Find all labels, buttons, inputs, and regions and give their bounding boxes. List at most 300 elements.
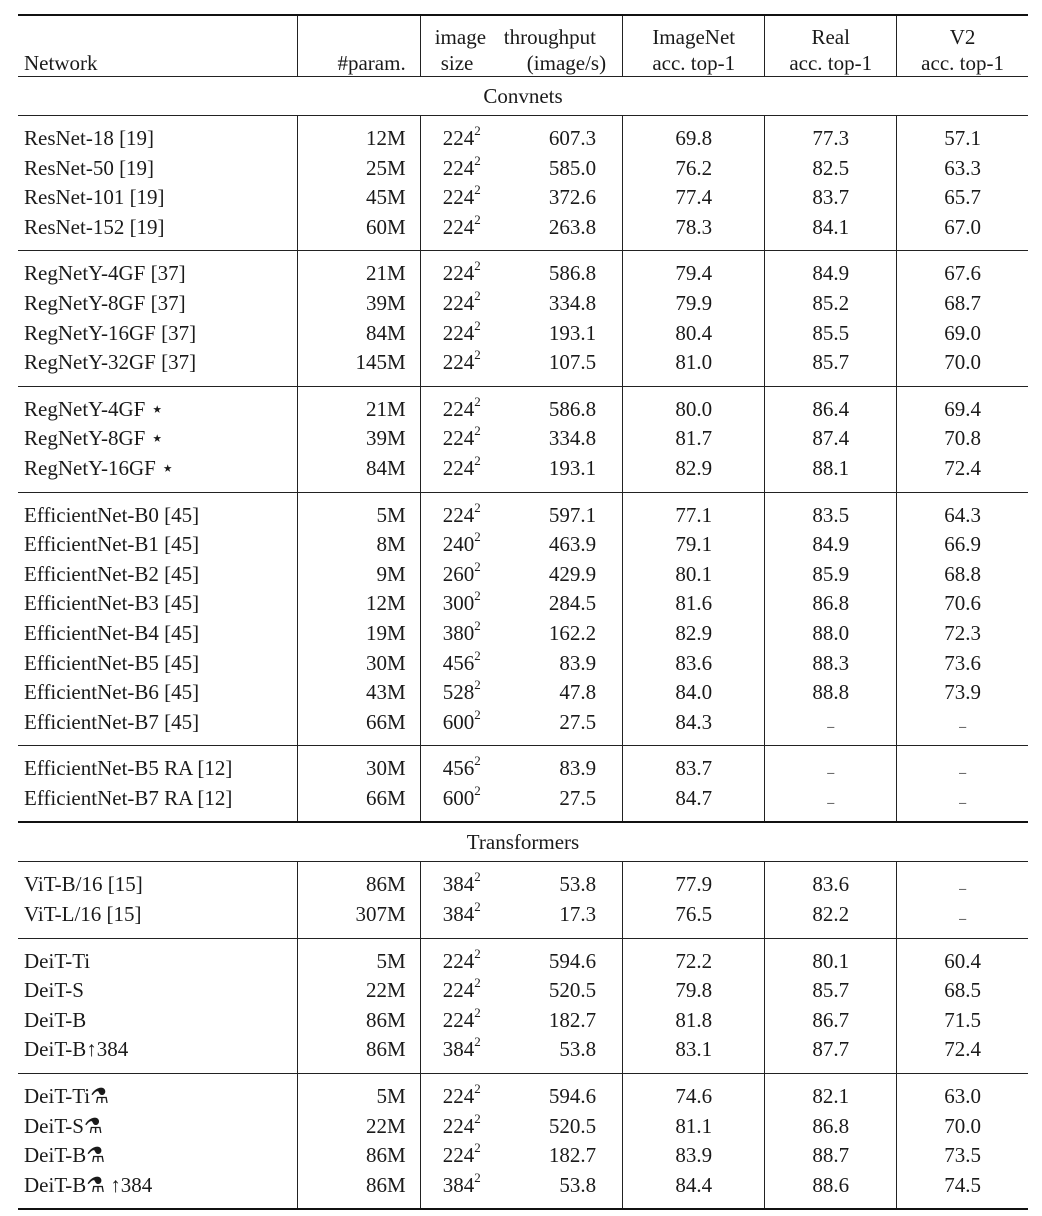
gap-cell	[420, 242, 504, 251]
params-cell: 5M	[298, 947, 420, 977]
real-acc-cell: 85.7	[765, 348, 897, 378]
network-cell: ViT-L/16 [15]	[24, 902, 142, 927]
image-size-cell	[420, 348, 504, 378]
table-row	[18, 154, 1028, 184]
image-size-exponent: 2	[474, 182, 481, 198]
group-gap-row	[18, 1065, 1028, 1074]
image-size-exponent: 2	[474, 588, 481, 604]
real-acc-cell: 83.7	[765, 183, 897, 213]
header-network-spacer	[18, 15, 298, 50]
v2-acc-cell: 68.7	[897, 289, 1028, 319]
image-size-cell	[420, 784, 504, 814]
image-size-value: 384	[442, 1172, 475, 1197]
throughput-cell: 263.8	[548, 214, 597, 239]
imagenet-acc-cell: 83.9	[623, 1141, 765, 1171]
gap-cell	[420, 813, 504, 822]
gap-cell	[765, 378, 897, 387]
group-gap-row	[18, 813, 1028, 822]
params-cell: 145M	[298, 348, 420, 378]
throughput-cell: 27.5	[559, 709, 597, 734]
gap-cell	[765, 251, 897, 260]
gap-cell	[298, 746, 420, 755]
params-cell: 9M	[298, 560, 420, 590]
gap-cell	[897, 862, 1028, 871]
image-size-exponent: 2	[474, 945, 481, 961]
image-size-exponent: 2	[474, 452, 481, 468]
imagenet-acc-cell: 80.0	[623, 395, 765, 425]
gap-cell	[504, 1074, 623, 1083]
v2-acc-cell: _	[897, 708, 1028, 738]
gap-cell	[623, 116, 765, 125]
real-acc-cell: 86.4	[765, 395, 897, 425]
network-cell: RegNetY-4GF [37]	[24, 261, 186, 286]
gap-cell	[897, 1074, 1028, 1083]
v2-acc-cell: 71.5	[897, 1006, 1028, 1036]
gap-cell	[623, 492, 765, 501]
real-acc-cell: 80.1	[765, 947, 897, 977]
imagenet-acc-cell: 77.9	[623, 870, 765, 900]
gap-cell	[420, 737, 504, 746]
throughput-cell: 107.5	[548, 350, 597, 375]
gap-cell	[18, 1065, 298, 1074]
image-size-value: 224	[442, 426, 475, 451]
params-cell: 307M	[298, 900, 420, 930]
network-cell: DeiT-B	[24, 1007, 87, 1032]
image-size-value: 224	[442, 155, 475, 180]
gap-cell	[765, 862, 897, 871]
network-cell: ResNet-50 [19]	[24, 155, 155, 180]
real-acc-cell: 85.7	[765, 976, 897, 1006]
gap-cell	[18, 746, 298, 755]
table-row	[18, 754, 1028, 784]
network-cell: DeiT-S	[24, 978, 84, 1003]
v2-acc-cell: 72.4	[897, 1035, 1028, 1065]
image-size-cell	[420, 154, 504, 184]
real-acc-cell: 88.7	[765, 1141, 897, 1171]
table-row	[18, 530, 1028, 560]
v2-acc-cell: 67.6	[897, 259, 1028, 289]
image-size-cell	[420, 870, 504, 900]
throughput-cell: 182.7	[548, 1143, 597, 1168]
v2-acc-cell: 73.6	[897, 649, 1028, 679]
image-size-cell	[420, 1006, 504, 1036]
v2-acc-cell: 67.0	[897, 213, 1028, 243]
real-acc-cell: 82.5	[765, 154, 897, 184]
image-size-exponent: 2	[474, 347, 481, 363]
imagenet-acc-cell: 83.1	[623, 1035, 765, 1065]
gap-cell	[18, 242, 298, 251]
gap-cell	[897, 813, 1028, 822]
throughput-cell: 594.6	[548, 948, 597, 973]
network-cell: ResNet-152 [19]	[24, 214, 165, 239]
v2-acc-cell: 70.8	[897, 424, 1028, 454]
v2-acc-cell: _	[897, 784, 1028, 814]
real-acc-cell: 86.8	[765, 1112, 897, 1142]
real-acc-cell: 88.1	[765, 454, 897, 484]
throughput-cell: 463.9	[548, 532, 597, 557]
table-row	[18, 947, 1028, 977]
gap-cell	[420, 938, 504, 947]
results-table-body	[18, 15, 1028, 1209]
image-size-value: 224	[442, 185, 475, 210]
table-row	[18, 424, 1028, 454]
image-size-exponent: 2	[474, 677, 481, 693]
throughput-cell: 429.9	[548, 561, 597, 586]
v2-acc-cell: 63.3	[897, 154, 1028, 184]
gap-cell	[765, 484, 897, 493]
gap-cell	[623, 242, 765, 251]
header-v2: V2	[897, 15, 1028, 50]
image-size-exponent: 2	[474, 753, 481, 769]
imagenet-acc-cell: 76.2	[623, 154, 765, 184]
gap-cell	[298, 813, 420, 822]
real-acc-cell: 88.0	[765, 619, 897, 649]
gap-cell	[623, 378, 765, 387]
real-acc-cell: 88.8	[765, 678, 897, 708]
real-acc-cell: 84.1	[765, 213, 897, 243]
gap-cell	[18, 116, 298, 125]
gap-cell	[420, 251, 504, 260]
group-gap-row	[18, 938, 1028, 947]
gap-cell	[623, 1065, 765, 1074]
gap-cell	[504, 116, 623, 125]
v2-acc-cell: 65.7	[897, 183, 1028, 213]
network-cell: RegNetY-32GF [37]	[24, 350, 197, 375]
network-cell: RegNetY-16GF [37]	[24, 320, 197, 345]
gap-cell	[18, 737, 298, 746]
network-cell: ResNet-101 [19]	[24, 185, 165, 210]
image-size-value: 224	[442, 455, 475, 480]
gap-cell	[18, 862, 298, 871]
image-size-value: 384	[442, 872, 475, 897]
image-size-value: 224	[442, 1113, 475, 1138]
imagenet-acc-cell: 76.5	[623, 900, 765, 930]
throughput-cell: 182.7	[548, 1007, 597, 1032]
imagenet-acc-cell: 81.0	[623, 348, 765, 378]
imagenet-acc-cell: 77.1	[623, 501, 765, 531]
group-gap-row	[18, 484, 1028, 493]
results-table	[18, 14, 1028, 1210]
v2-acc-cell: 70.0	[897, 348, 1028, 378]
throughput-cell: 83.9	[559, 650, 597, 675]
real-acc-cell: 85.9	[765, 560, 897, 590]
params-cell: 45M	[298, 183, 420, 213]
gap-cell	[765, 492, 897, 501]
image-size-cell	[420, 708, 504, 738]
v2-acc-cell: 73.5	[897, 1141, 1028, 1171]
throughput-cell: 597.1	[548, 502, 597, 527]
image-size-value: 384	[442, 902, 475, 927]
network-cell: RegNetY-8GF [37]	[24, 290, 186, 315]
gap-cell	[504, 746, 623, 755]
gap-cell	[420, 1074, 504, 1083]
image-size-cell	[420, 1141, 504, 1171]
v2-acc-cell: 57.1	[897, 124, 1028, 154]
gap-cell	[298, 386, 420, 395]
image-size-exponent: 2	[474, 317, 481, 333]
group-gap-row	[18, 862, 1028, 871]
header-imagenet: ImageNet	[623, 15, 765, 50]
network-cell: ViT-B/16 [15]	[24, 872, 143, 897]
real-acc-cell: _	[765, 708, 897, 738]
params-cell: 22M	[298, 976, 420, 1006]
gap-cell	[298, 1200, 420, 1209]
throughput-cell: 594.6	[548, 1084, 597, 1109]
image-size-exponent: 2	[474, 899, 481, 915]
image-size-exponent: 2	[474, 1110, 481, 1126]
imagenet-acc-cell: 72.2	[623, 947, 765, 977]
table-row	[18, 501, 1028, 531]
gap-cell	[623, 930, 765, 939]
image-size-value: 224	[442, 290, 475, 315]
imagenet-acc-cell: 79.9	[623, 289, 765, 319]
real-acc-cell: 86.7	[765, 1006, 897, 1036]
group-gap-row	[18, 378, 1028, 387]
v2-acc-cell: _	[897, 754, 1028, 784]
image-size-exponent: 2	[474, 1034, 481, 1050]
params-cell: 86M	[298, 1141, 420, 1171]
gap-cell	[623, 251, 765, 260]
real-acc-cell: 88.3	[765, 649, 897, 679]
params-cell: 12M	[298, 589, 420, 619]
table-row	[18, 708, 1028, 738]
throughput-cell: 53.8	[559, 872, 597, 897]
gap-cell	[623, 1074, 765, 1083]
gap-cell	[18, 938, 298, 947]
params-cell: 5M	[298, 1082, 420, 1112]
network-cell: EfficientNet-B5 RA [12]	[24, 756, 233, 781]
image-size-cell	[420, 501, 504, 531]
gap-cell	[298, 492, 420, 501]
table-row	[18, 976, 1028, 1006]
imagenet-acc-cell: 83.6	[623, 649, 765, 679]
gap-cell	[298, 930, 420, 939]
real-acc-cell: _	[765, 754, 897, 784]
params-cell: 86M	[298, 870, 420, 900]
network-cell: RegNetY-4GF ⋆	[24, 396, 164, 421]
network-cell: DeiT-Ti	[24, 948, 91, 973]
group-gap-row	[18, 1074, 1028, 1083]
network-cell: RegNetY-8GF ⋆	[24, 426, 164, 451]
image-size-value: 224	[442, 1084, 475, 1109]
header-params-spacer	[298, 15, 420, 50]
image-size-cell	[420, 213, 504, 243]
image-size-cell	[420, 678, 504, 708]
image-size-exponent: 2	[474, 423, 481, 439]
table-row	[18, 395, 1028, 425]
image-size-value: 224	[442, 350, 475, 375]
params-cell: 39M	[298, 424, 420, 454]
group-gap-row	[18, 492, 1028, 501]
params-cell: 12M	[298, 124, 420, 154]
image-size-value: 300	[442, 591, 475, 616]
header-v2-metric: acc. top-1	[897, 50, 1028, 77]
v2-acc-cell: 66.9	[897, 530, 1028, 560]
image-size-cell	[420, 454, 504, 484]
network-cell: ResNet-18 [19]	[24, 126, 155, 150]
gap-cell	[298, 938, 420, 947]
image-size-cell	[420, 530, 504, 560]
image-size-value: 224	[442, 1143, 475, 1168]
image-size-value: 224	[442, 1007, 475, 1032]
header-params: #param.	[298, 50, 420, 77]
image-size-value: 260	[442, 561, 475, 586]
table-row	[18, 1082, 1028, 1112]
image-size-cell	[420, 560, 504, 590]
network-cell: EfficientNet-B7 RA [12]	[24, 785, 233, 810]
gap-cell	[504, 242, 623, 251]
table-row	[18, 319, 1028, 349]
gap-cell	[765, 930, 897, 939]
real-acc-cell: 84.9	[765, 259, 897, 289]
image-size-cell	[420, 619, 504, 649]
gap-cell	[298, 116, 420, 125]
image-size-exponent: 2	[474, 975, 481, 991]
image-size-value: 600	[442, 709, 475, 734]
table-row	[18, 454, 1028, 484]
imagenet-acc-cell: 79.8	[623, 976, 765, 1006]
image-size-value: 456	[442, 650, 475, 675]
real-acc-cell: 88.6	[765, 1171, 897, 1201]
v2-acc-cell: _	[897, 900, 1028, 930]
gap-cell	[298, 737, 420, 746]
image-size-cell	[420, 976, 504, 1006]
table-row	[18, 124, 1028, 154]
table-row	[18, 1006, 1028, 1036]
header-row-2	[18, 50, 1028, 77]
v2-acc-cell: 63.0	[897, 1082, 1028, 1112]
gap-cell	[420, 116, 504, 125]
gap-cell	[765, 938, 897, 947]
v2-acc-cell: 68.8	[897, 560, 1028, 590]
throughput-cell: 586.8	[548, 396, 597, 421]
params-cell: 21M	[298, 259, 420, 289]
throughput-cell: 83.9	[559, 756, 597, 781]
image-size-value: 224	[442, 320, 475, 345]
gap-cell	[765, 813, 897, 822]
network-cell: EfficientNet-B4 [45]	[24, 620, 200, 645]
gap-cell	[765, 1065, 897, 1074]
image-size-cell	[420, 1171, 504, 1201]
image-size-cell	[420, 947, 504, 977]
header-row-1	[18, 15, 1028, 50]
image-size-exponent: 2	[474, 499, 481, 515]
gap-cell	[504, 930, 623, 939]
params-cell: 60M	[298, 213, 420, 243]
image-size-cell	[420, 395, 504, 425]
imagenet-acc-cell: 82.9	[623, 619, 765, 649]
image-size-cell	[420, 649, 504, 679]
network-cell: EfficientNet-B1 [45]	[24, 532, 200, 557]
throughput-cell: 520.5	[548, 978, 597, 1003]
image-size-value: 224	[442, 261, 475, 286]
gap-cell	[504, 251, 623, 260]
network-cell: EfficientNet-B6 [45]	[24, 680, 200, 705]
gap-cell	[765, 737, 897, 746]
gap-cell	[420, 484, 504, 493]
gap-cell	[298, 242, 420, 251]
throughput-cell: 585.0	[548, 155, 597, 180]
header-real-metric: acc. top-1	[765, 50, 897, 77]
real-acc-cell: 85.2	[765, 289, 897, 319]
image-size-value: 240	[442, 532, 475, 557]
gap-cell	[765, 386, 897, 395]
gap-cell	[18, 378, 298, 387]
gap-cell	[420, 1065, 504, 1074]
image-size-cell	[420, 319, 504, 349]
gap-cell	[420, 492, 504, 501]
group-gap-row	[18, 386, 1028, 395]
table-row	[18, 900, 1028, 930]
v2-acc-cell: 70.0	[897, 1112, 1028, 1142]
image-size-exponent: 2	[474, 123, 481, 138]
group-gap-row	[18, 1200, 1028, 1209]
gap-cell	[897, 492, 1028, 501]
gap-cell	[504, 378, 623, 387]
image-size-cell	[420, 289, 504, 319]
throughput-cell: 53.8	[559, 1037, 597, 1062]
gap-cell	[897, 746, 1028, 755]
table-row	[18, 678, 1028, 708]
throughput-cell: 586.8	[548, 261, 597, 286]
header-size: size	[420, 50, 504, 77]
table-row	[18, 1171, 1028, 1201]
table-row	[18, 560, 1028, 590]
gap-cell	[897, 1065, 1028, 1074]
imagenet-acc-cell: 79.4	[623, 259, 765, 289]
table-row	[18, 213, 1028, 243]
v2-acc-cell: 64.3	[897, 501, 1028, 531]
gap-cell	[765, 242, 897, 251]
gap-cell	[623, 737, 765, 746]
network-cell: EfficientNet-B3 [45]	[24, 591, 200, 616]
header-real: Real	[765, 15, 897, 50]
table-row	[18, 649, 1028, 679]
gap-cell	[765, 1074, 897, 1083]
real-acc-cell: _	[765, 784, 897, 814]
image-size-exponent: 2	[474, 782, 481, 798]
gap-cell	[18, 492, 298, 501]
gap-cell	[420, 930, 504, 939]
image-size-cell	[420, 1035, 504, 1065]
params-cell: 66M	[298, 784, 420, 814]
group-gap-row	[18, 746, 1028, 755]
imagenet-acc-cell: 80.1	[623, 560, 765, 590]
v2-acc-cell: 72.4	[897, 454, 1028, 484]
gap-cell	[298, 484, 420, 493]
v2-acc-cell: 68.5	[897, 976, 1028, 1006]
v2-acc-cell: 69.4	[897, 395, 1028, 425]
imagenet-acc-cell: 77.4	[623, 183, 765, 213]
throughput-cell: 520.5	[548, 1113, 597, 1138]
v2-acc-cell: 72.3	[897, 619, 1028, 649]
gap-cell	[420, 378, 504, 387]
image-size-cell	[420, 424, 504, 454]
image-size-value: 456	[442, 756, 475, 781]
image-size-value: 224	[442, 502, 475, 527]
real-acc-cell: 87.7	[765, 1035, 897, 1065]
v2-acc-cell: 74.5	[897, 1171, 1028, 1201]
image-size-exponent: 2	[474, 393, 481, 409]
image-size-exponent: 2	[474, 1169, 481, 1185]
params-cell: 39M	[298, 289, 420, 319]
gap-cell	[18, 1200, 298, 1209]
group-gap-row	[18, 930, 1028, 939]
image-size-exponent: 2	[474, 211, 481, 227]
throughput-cell: 372.6	[548, 185, 597, 210]
network-cell: EfficientNet-B5 [45]	[24, 650, 200, 675]
group-gap-row	[18, 116, 1028, 125]
